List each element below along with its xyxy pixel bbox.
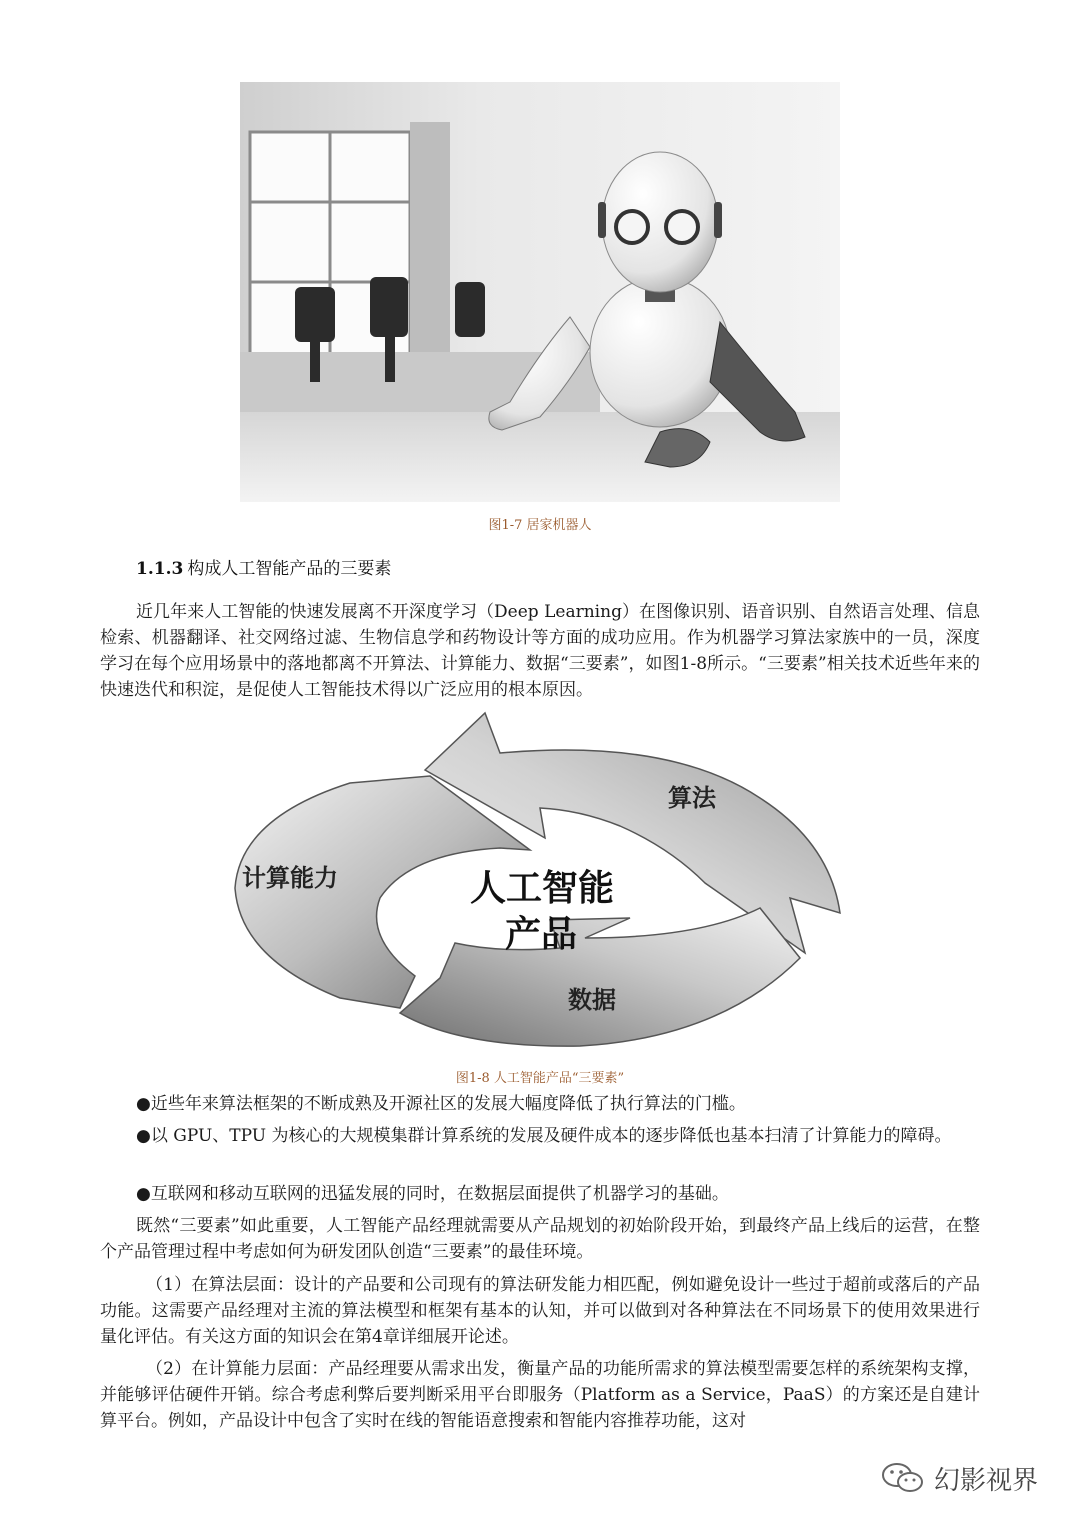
robot-photo <box>240 82 840 502</box>
watermark <box>880 1461 1038 1495</box>
figure-1-7-caption: 图1-7 居家机器人 <box>488 518 592 533</box>
center-line-1: 人工智能 <box>470 868 615 909</box>
paragraph-compute-level: （2）在计算能力层面：产品经理要从需求出发，衡量产品的功能所需求的算法模型需要怎样的系统架构支撑，并能够评估硬件开销。综合考虑利弊后要判断采用平台即服务（Platform as a Service，PaaS）的方案还是自建计算平台。例如，产品设计中包含了实时在线的智能语意搜索和智能内容推荐功能，这对 <box>100 1359 980 1431</box>
section-heading <box>136 554 391 579</box>
center-line-2: 产品 <box>505 914 578 955</box>
intro-paragraph: 近几年来人工智能的快速发展离不开深度学习（Deep Learning）在图像识别、语音识别、自然语言处理、信息检索、机器翻译、社交网络过滤、生物信息学和药物设计等方面的成功应用。作为机器学习算法家族中的一员，深度学习在每个应用场景中的落地都离不开算法、计算能力、数据“三要素”，如图1-8所示。“三要素”相关技术近些年来的快速迭代和积淀，是促使人工智能技术得以广泛应用的根本原因。 <box>100 602 980 700</box>
bullet-compute: ●以 GPU、TPU 为核心的大规模集群计算系统的发展及硬件成本的逐步降低也基本扫清了计算能力的障碍。 <box>136 1126 952 1146</box>
paragraph-three-elements: 既然“三要素”如此重要，人工智能产品经理就需要从产品规划的初始阶段开始，到最终产品上线后的运营，在整个产品管理过程中考虑如何为研发团队创造“三要素”的最佳环境。 <box>100 1216 980 1262</box>
section-title: 构成人工智能产品的三要素 <box>187 559 392 579</box>
three-elements-diagram <box>200 708 880 1058</box>
section-number: 1.1.3 <box>136 559 184 579</box>
bullet-data: ●互联网和移动互联网的迅猛发展的同时，在数据层面提供了机器学习的基础。 <box>136 1184 729 1204</box>
paragraph-algorithm-level: （1）在算法层面：设计的产品要和公司现有的算法研发能力相匹配，例如避免设计一些过于超前或落后的产品功能。这需要产品经理对主流的算法模型和框架有基本的认知，并可以做到对各种算法在不同场景下的使用效果进行量化评估。有关这方面的知识会在第4章详细展开论述。 <box>100 1275 980 1347</box>
label-data: 数据 <box>568 986 616 1014</box>
data-arrow <box>400 908 800 1046</box>
watermark-text: 幻影视界 <box>934 1465 1039 1496</box>
label-compute: 计算能力 <box>242 864 338 892</box>
bullet-algorithm: ●近些年来算法框架的不断成熟及开源社区的发展大幅度降低了执行算法的门槛。 <box>136 1094 746 1114</box>
label-algorithm: 算法 <box>668 784 716 812</box>
wechat-icon <box>880 1461 926 1495</box>
figure-1-8-caption: 图1-8 人工智能产品“三要素” <box>455 1071 625 1086</box>
